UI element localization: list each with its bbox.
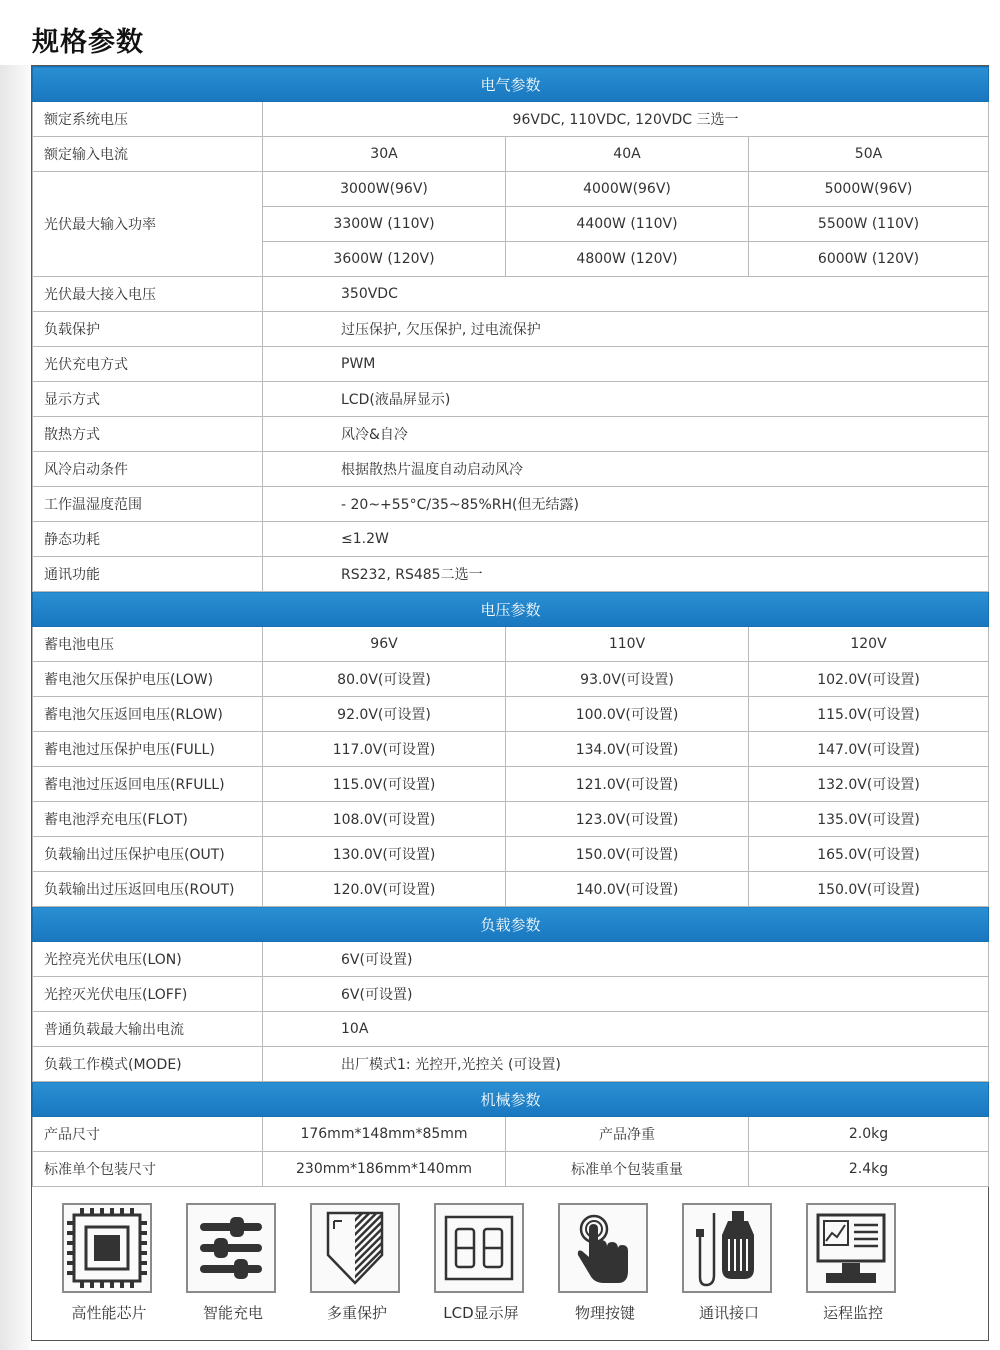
row-label: 蓄电池过压保护电压(FULL) bbox=[33, 732, 263, 767]
row-value: 230mm*186mm*140mm bbox=[263, 1152, 506, 1187]
row-value: 5000W(96V) bbox=[749, 172, 989, 207]
feature-item bbox=[682, 1203, 776, 1323]
feature-label: 物理按键 bbox=[574, 1304, 635, 1322]
section-title: 电压参数 bbox=[33, 592, 989, 627]
row-value: 115.0V(可设置) bbox=[263, 767, 506, 802]
chip-icon bbox=[64, 1205, 150, 1291]
table-row bbox=[33, 277, 989, 312]
table-row bbox=[33, 697, 989, 732]
table-row bbox=[33, 1117, 989, 1152]
row-label: 光控亮光伏电压(LON) bbox=[33, 942, 263, 977]
feature-label: 智能充电 bbox=[202, 1304, 263, 1322]
feature-icon-box bbox=[186, 1203, 276, 1293]
left-edge-shade bbox=[0, 65, 30, 1350]
row-label: 额定输入电流 bbox=[33, 137, 263, 172]
feature-icon-box bbox=[806, 1203, 896, 1293]
row-value: RS232, RS485二选一 bbox=[263, 557, 989, 592]
row-value: 115.0V(可设置) bbox=[749, 697, 989, 732]
row-value: 135.0V(可设置) bbox=[749, 802, 989, 837]
row-value: PWM bbox=[263, 347, 989, 382]
row-label: 标准单个包装尺寸 bbox=[33, 1152, 263, 1187]
table-row bbox=[33, 977, 989, 1012]
table-row bbox=[33, 1012, 989, 1047]
section-header-voltage bbox=[33, 592, 989, 627]
spec-sheet-frame bbox=[31, 65, 989, 1341]
row-value: 96VDC, 110VDC, 120VDC 三选一 bbox=[263, 102, 989, 137]
feature-label: 多重保护 bbox=[326, 1304, 387, 1322]
row-label: 光伏最大接入电压 bbox=[33, 277, 263, 312]
table-row bbox=[33, 137, 989, 172]
table-row bbox=[33, 662, 989, 697]
feature-item bbox=[62, 1203, 156, 1323]
row-value: 风冷&自冷 bbox=[263, 417, 989, 452]
row-value: 2.4kg bbox=[749, 1152, 989, 1187]
row-value: 5500W (110V) bbox=[749, 207, 989, 242]
feature-icon-box bbox=[62, 1203, 152, 1293]
row-value: 过压保护, 欠压保护, 过电流保护 bbox=[263, 312, 989, 347]
row-value: 93.0V(可设置) bbox=[506, 662, 749, 697]
row-value: 3000W(96V) bbox=[263, 172, 506, 207]
row-value: 123.0V(可设置) bbox=[506, 802, 749, 837]
row-value: 140.0V(可设置) bbox=[506, 872, 749, 907]
row-label: 蓄电池欠压保护电压(LOW) bbox=[33, 662, 263, 697]
feature-icon-box bbox=[310, 1203, 400, 1293]
row-value: - 20~+55°C/35~85%RH(但无结露) bbox=[263, 487, 989, 522]
row-value: 147.0V(可设置) bbox=[749, 732, 989, 767]
feature-label: 高性能芯片 bbox=[71, 1304, 147, 1322]
row-value: LCD(液晶屏显示) bbox=[263, 382, 989, 417]
row-label: 负载保护 bbox=[33, 312, 263, 347]
row-value: 150.0V(可设置) bbox=[749, 872, 989, 907]
section-title: 负载参数 bbox=[33, 907, 989, 942]
table-row bbox=[33, 487, 989, 522]
shield-icon bbox=[312, 1205, 398, 1291]
comm-port-icon bbox=[684, 1205, 770, 1291]
table-row bbox=[33, 837, 989, 872]
table-row bbox=[33, 522, 989, 557]
row-label: 蓄电池电压 bbox=[33, 627, 263, 662]
row-label: 负载输出过压返回电压(ROUT) bbox=[33, 872, 263, 907]
row-label: 产品尺寸 bbox=[33, 1117, 263, 1152]
row-value: 120V bbox=[749, 627, 989, 662]
row-value: 110V bbox=[506, 627, 749, 662]
row-value: 80.0V(可设置) bbox=[263, 662, 506, 697]
table-row bbox=[33, 452, 989, 487]
row-value: 108.0V(可设置) bbox=[263, 802, 506, 837]
row-label: 光伏充电方式 bbox=[33, 347, 263, 382]
table-row bbox=[33, 382, 989, 417]
row-value: 176mm*148mm*85mm bbox=[263, 1117, 506, 1152]
row-value: 10A bbox=[263, 1012, 989, 1047]
table-row bbox=[33, 767, 989, 802]
section-header-electrical bbox=[33, 67, 989, 102]
feature-item bbox=[806, 1203, 900, 1323]
table-row bbox=[33, 417, 989, 452]
row-label: 通讯功能 bbox=[33, 557, 263, 592]
row-value: 120.0V(可设置) bbox=[263, 872, 506, 907]
row-value: 40A bbox=[506, 137, 749, 172]
section-header-mechanical bbox=[33, 1082, 989, 1117]
row-value: 92.0V(可设置) bbox=[263, 697, 506, 732]
row-value: 130.0V(可设置) bbox=[263, 837, 506, 872]
row-value: 150.0V(可设置) bbox=[506, 837, 749, 872]
section-header-load bbox=[33, 907, 989, 942]
table-row bbox=[33, 627, 989, 662]
table-row bbox=[33, 102, 989, 137]
sliders-icon bbox=[188, 1205, 274, 1291]
row-label: 风冷启动条件 bbox=[33, 452, 263, 487]
lcd-digits-icon bbox=[436, 1205, 522, 1291]
row-label: 负载工作模式(MODE) bbox=[33, 1047, 263, 1082]
row-label: 蓄电池过压返回电压(RFULL) bbox=[33, 767, 263, 802]
feature-icons-row bbox=[62, 1203, 962, 1323]
row-value: 6V(可设置) bbox=[263, 942, 989, 977]
feature-label: LCD显示屏 bbox=[443, 1304, 519, 1322]
row-label: 工作温湿度范围 bbox=[33, 487, 263, 522]
row-value: 132.0V(可设置) bbox=[749, 767, 989, 802]
row-value: 121.0V(可设置) bbox=[506, 767, 749, 802]
row-value: ≤1.2W bbox=[263, 522, 989, 557]
feature-icon-box bbox=[434, 1203, 524, 1293]
feature-item bbox=[558, 1203, 652, 1323]
touch-button-icon bbox=[560, 1205, 646, 1291]
page-title: 规格参数 bbox=[32, 27, 144, 58]
table-row bbox=[33, 942, 989, 977]
feature-item bbox=[186, 1203, 280, 1323]
row-value: 4800W (120V) bbox=[506, 242, 749, 277]
row-value: 3600W (120V) bbox=[263, 242, 506, 277]
row-value: 6000W (120V) bbox=[749, 242, 989, 277]
row-label: 普通负载最大输出电流 bbox=[33, 1012, 263, 1047]
row-value: 102.0V(可设置) bbox=[749, 662, 989, 697]
table-row bbox=[33, 872, 989, 907]
feature-label: 通讯接口 bbox=[698, 1304, 759, 1322]
feature-icon-box bbox=[682, 1203, 772, 1293]
table-row bbox=[33, 312, 989, 347]
row-value: 2.0kg bbox=[749, 1117, 989, 1152]
row-value: 6V(可设置) bbox=[263, 977, 989, 1012]
feature-item bbox=[434, 1203, 528, 1323]
row-value: 134.0V(可设置) bbox=[506, 732, 749, 767]
row-value: 96V bbox=[263, 627, 506, 662]
table-row bbox=[33, 347, 989, 382]
table-row bbox=[33, 1047, 989, 1082]
row-label: 静态功耗 bbox=[33, 522, 263, 557]
row-label: 光控灭光伏电压(LOFF) bbox=[33, 977, 263, 1012]
feature-icon-box bbox=[558, 1203, 648, 1293]
table-row bbox=[33, 172, 989, 207]
spec-table bbox=[32, 66, 989, 1187]
row-value: 3300W (110V) bbox=[263, 207, 506, 242]
row-label-secondary: 产品净重 bbox=[506, 1117, 749, 1152]
feature-item bbox=[310, 1203, 404, 1323]
row-label: 蓄电池浮充电压(FLOT) bbox=[33, 802, 263, 837]
row-value: 4000W(96V) bbox=[506, 172, 749, 207]
row-label: 负载输出过压保护电压(OUT) bbox=[33, 837, 263, 872]
table-row bbox=[33, 802, 989, 837]
table-row bbox=[33, 1152, 989, 1187]
row-label: 额定系统电压 bbox=[33, 102, 263, 137]
row-label: 光伏最大输入功率 bbox=[33, 172, 263, 277]
table-row bbox=[33, 557, 989, 592]
section-title: 机械参数 bbox=[33, 1082, 989, 1117]
table-row bbox=[33, 732, 989, 767]
row-value: 165.0V(可设置) bbox=[749, 837, 989, 872]
row-value: 4400W (110V) bbox=[506, 207, 749, 242]
row-value: 117.0V(可设置) bbox=[263, 732, 506, 767]
feature-label: 运程监控 bbox=[822, 1304, 883, 1322]
row-value: 50A bbox=[749, 137, 989, 172]
row-label: 显示方式 bbox=[33, 382, 263, 417]
row-label: 蓄电池欠压返回电压(RLOW) bbox=[33, 697, 263, 732]
section-title: 电气参数 bbox=[33, 67, 989, 102]
row-label-secondary: 标准单个包装重量 bbox=[506, 1152, 749, 1187]
row-value: 根据散热片温度自动启动风冷 bbox=[263, 452, 989, 487]
row-value: 出厂模式1: 光控开,光控关 (可设置) bbox=[263, 1047, 989, 1082]
row-label: 散热方式 bbox=[33, 417, 263, 452]
row-value: 350VDC bbox=[263, 277, 989, 312]
row-value: 100.0V(可设置) bbox=[506, 697, 749, 732]
row-value: 30A bbox=[263, 137, 506, 172]
monitor-icon bbox=[808, 1205, 894, 1291]
